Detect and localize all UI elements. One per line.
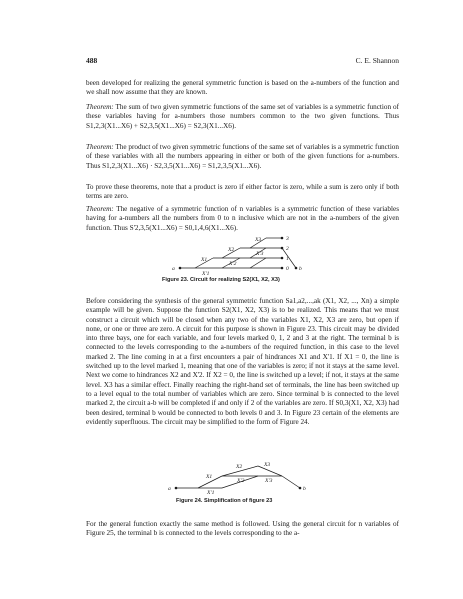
theorem-product-text: The product of two given symmetric functions of the same set of variables is a symmetric function of these variables with all the numbers appearing in either or both of the given functions for a-numbers. Thus S1,2,3(X1...X6) · S2,3,5(X1...X6) = S1,2,3,5(X1...X6). <box>86 143 399 170</box>
fig24-terminal-b-dot <box>299 487 302 490</box>
fig23-label-x2-prime: X'2 <box>229 261 237 267</box>
theorem-sum-text: The sum of two given symmetric functions of the same set of variables is a symmetric function of these variables having for a-numbers those numbers common to the two given functions. Thus S1,2,3(X1...X6) + S2,3,5(X1...X6) = S2,3(X1...X6). <box>86 103 400 130</box>
fig24-label-x3-prime: X'3 <box>265 478 273 484</box>
paragraph-general: For the general function exactly the same method is followed. Using the general circuit for n variables of Figure 25, the terminal b is connected to the levels corresponding to the a- <box>86 520 399 538</box>
fig23-label-x1: X1 <box>201 257 208 263</box>
fig23-level-label-0: 0 <box>286 266 289 272</box>
theorem-label: Theorem: <box>86 205 114 213</box>
fig24-terminal-a-dot <box>175 487 178 490</box>
paragraph-example: Before considering the synthesis of the general symmetric function Sa1,a2,...,ak (X1, X2, ..., Xn) a simple example will be given. Suppose the function S2(X1, X2, X3) is to be realized. This means that we must construct a circuit which will be closed when any two of the variables X1, X2, X3 are zero, but open if none, or one or three are zero. A circuit for this purpose is shown in Figure 23. This circuit may be divided into three bays, one for each variable, and four levels marked 0, 1, 2 and 3 at the right. The terminal b is connected to the levels corresponding to the a-numbers of the required function, in this case to the level marked 2. The line coming in at a first encounters a pair of hindrances X1 and X'1. If X1 = 0, the line is switched up to the level marked 1, meaning that one of the variables is zero; if not it stays at the same level. Next we come to hindrances X2 and X'2. If X2 = 0, the line is switched up a level; if not, it stays at the same level. X3 has a similar effect. Finally reaching the right-hand set of terminals, the line has been switched up to a level equal to the total number of variables which are zero. Since terminal b is connected to the level marked 2, the circuit a-b will be completed if and only if 2 of the variables are zero. If S0,3(X1, X2, X3) had been desired, terminal b would be connected to both levels 0 and 3. In Figure 23 certain of the elements are evidently superfluous. The circuit may be simplified to the form of Figure 24. <box>86 297 399 426</box>
fig24-label-x3: X3 <box>264 462 271 468</box>
fig23-label-x3: X3 <box>255 237 262 243</box>
fig23-terminal-b: b <box>299 266 302 272</box>
paragraph-intro: been developed for realizing the general symmetric function is based on the a-numbers of the function and we shall now assume that they are known. <box>86 79 399 97</box>
fig24-terminal-a: a <box>168 486 171 492</box>
theorem-label: Theorem: <box>86 103 114 111</box>
fig23-label-x2: X2 <box>228 247 235 253</box>
fig24-label-x2-prime: X'2 <box>237 478 245 484</box>
fig23-level-label-3: 3 <box>286 236 289 242</box>
fig24-terminal-b: b <box>303 486 306 492</box>
paragraph-proof: To prove these theorems, note that a product is zero if either factor is zero, while a sum is zero only if both terms are zero. <box>86 183 399 201</box>
fig23-label-x3-prime: X'3 <box>256 251 264 257</box>
fig23-level-label-2: 2 <box>286 246 289 252</box>
fig23-label-x1-prime: X'1 <box>202 271 210 277</box>
figure-24-caption: Figure 24. Simplification of figure 23 <box>176 498 273 504</box>
figure-23-caption: Figure 23. Circuit for realizing S2(X1, X2, X3) <box>162 277 280 283</box>
fig23-terminal-a: a <box>172 266 175 272</box>
fig24-label-x2: X2 <box>236 464 243 470</box>
fig24-label-x1: X1 <box>206 474 213 480</box>
fig24-lead-b <box>282 476 300 488</box>
page-number: 488 <box>86 56 98 65</box>
fig24-label-x1-prime: X'1 <box>207 490 215 496</box>
theorem-label: Theorem: <box>86 143 114 151</box>
theorem-negative-text: The negative of a symmetric function of n variables is a symmetric function of these variables having for a-numbers all the numbers from 0 to n inclusive which are not in the a-numbers of the given function. Thus S'2,3,5(X1...X6) = S0,1,4,6(X1...X6). <box>86 205 399 232</box>
fig23-level-label-1: 1 <box>286 256 289 262</box>
running-author: C. E. Shannon <box>355 56 399 65</box>
